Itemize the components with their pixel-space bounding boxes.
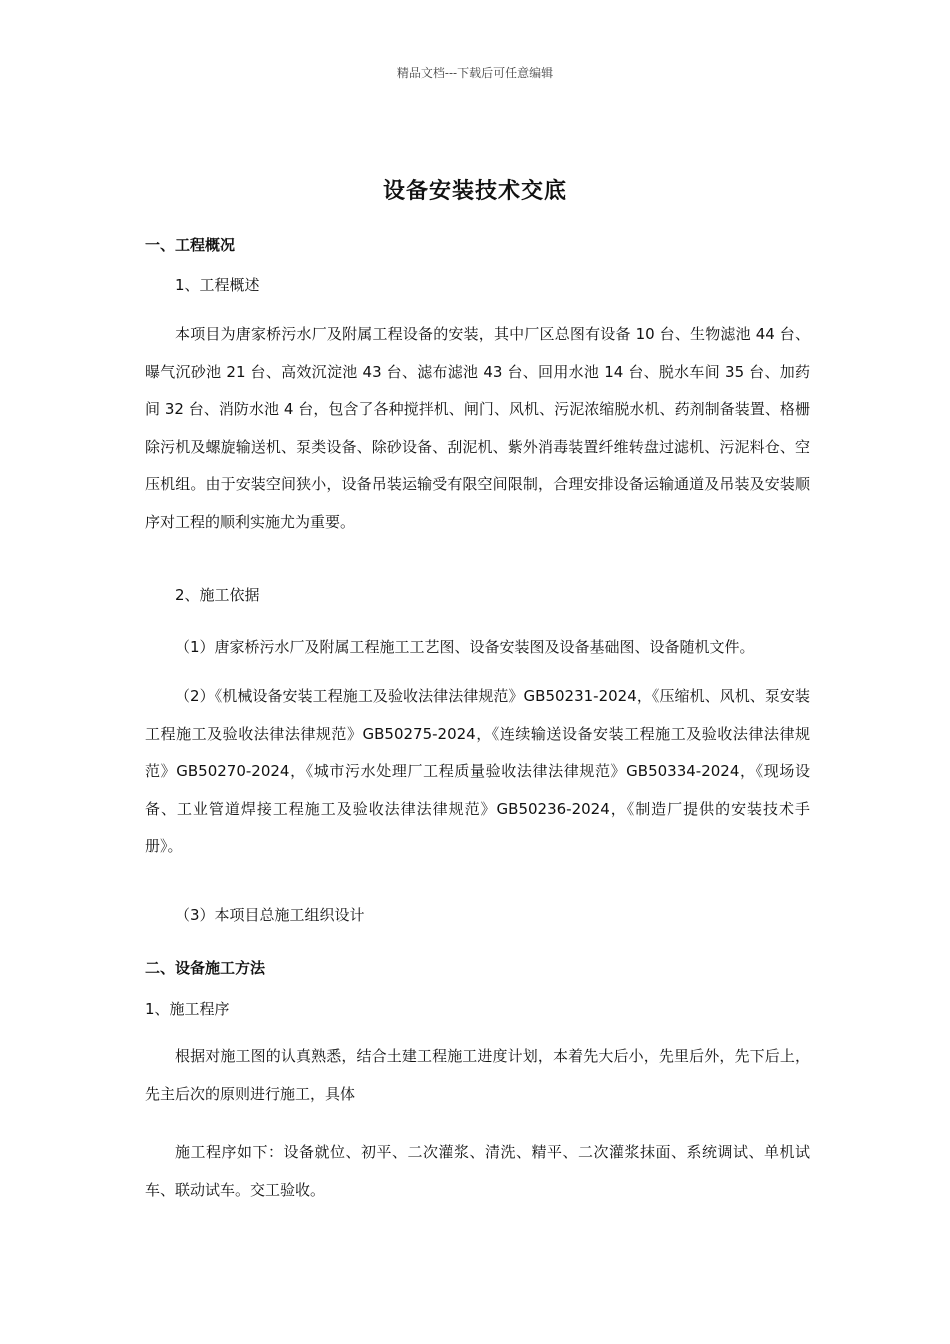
subheading-construction-basis: 2、施工依据	[175, 586, 260, 604]
section-heading-overview: 一、工程概况	[145, 236, 236, 254]
paragraph-procedure-intro: 根据对施工图的认真熟悉，结合土建工程施工进度计划，本着先大后小，先里后外，先下后上，先主后次的原则进行施工，具体	[145, 1047, 810, 1103]
basis-item-3: （3）本项目总施工组织设计	[175, 906, 365, 924]
subheading-construction-procedure: 1、施工程序	[145, 1000, 230, 1018]
basis-item-2: （2）《机械设备安装工程施工及验收法律法律规范》GB50231-2024，《压缩机、风机、泵安装工程施工及验收法律法律规范》GB50275-2024，《连续输送设备安装工程施工及验收法律法律规范》GB50270-2024，《城市污水处理厂工程质量验收法律法律规范》GB50334-2024，《现场设备、工业管道焊接工程施工及验收法律法律规范》GB50236-2024，《制造厂提供的安装技术手册》。	[145, 687, 810, 856]
document-title: 设备安装技术交底	[382, 179, 567, 204]
subheading-project-summary: 1、工程概述	[175, 276, 260, 294]
basis-item-1: （1）唐家桥污水厂及附属工程施工工艺图、设备安装图及设备基础图、设备随机文件。	[175, 638, 755, 656]
section-heading-methods: 二、设备施工方法	[145, 959, 266, 977]
paragraph-procedure-steps: 施工程序如下：设备就位、初平、二次灌浆、清洗、精平、二次灌浆抹面、系统调试、单机试车、联动试车。交工验收。	[145, 1143, 810, 1199]
page-header: 精品文档---下载后可任意编辑	[396, 66, 554, 80]
paragraph-project-summary: 本项目为唐家桥污水厂及附属工程设备的安装，其中厂区总图有设备 10 台、生物滤池 44 台、曝气沉砂池 21 台、高效沉淀池 43 台、滤布滤池 43 台、回用水池 14 台、脱水车间 35 台、加药间 32 台、消防水池 4 台，包含了各种搅拌机、闸门、风机、污泥浓缩脱水机、药剂制备装置、格栅除污机及螺旋输送机、泵类设备、除砂设备、刮泥机、紫外消毒装置纤维转盘过滤机、污泥料仓、空压机组。由于安装空间狭小，设备吊装运输受有限空间限制，合理安排设备运输通道及吊装及安装顺序对工程的顺利实施尤为重要。	[145, 325, 810, 531]
